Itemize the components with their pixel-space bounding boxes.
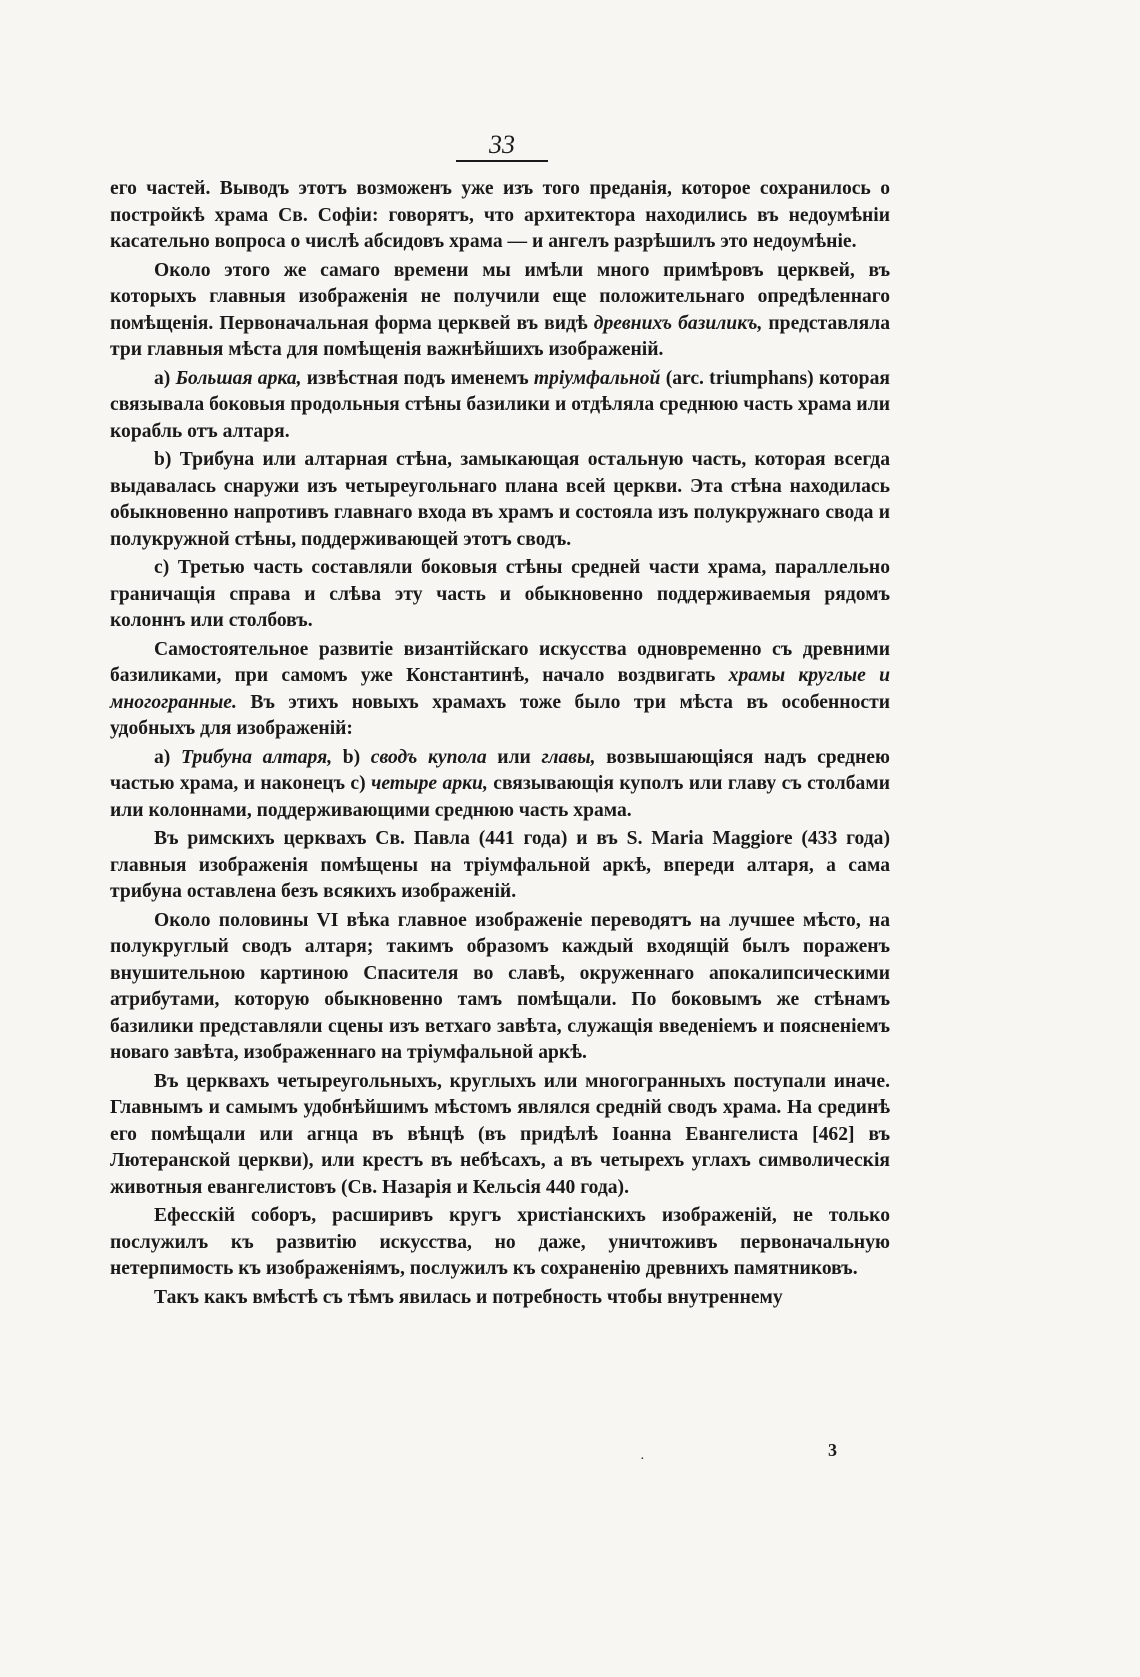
text-span: Въ церквахъ четыреугольныхъ, круглыхъ или многогранныхъ поступали иначе. Главнымъ и самымъ удобнѣйшимъ мѣстомъ являлся средній сводъ храма. На срединѣ его помѣщали или агнца въ вѣнцѣ (въ придѣлѣ Іоанна Евангелиста [462] въ Лютеранской церкви), или крестъ въ небѣсахъ, а въ четырехъ углахъ символическія животныя евангелистовъ (Св. Назарія и Кельсія 440 года). [110,1070,890,1198]
text-span: c) Третью часть составляли боковыя стѣны средней части храма, параллельно граничащія справа и слѣва эту часть и обыкновенно поддерживаемыя рядомъ колоннъ или столбовъ. [110,557,890,631]
text-span: b) [332,746,371,768]
text-span: b) Трибуна или алтарная стѣна, замыкающая остальную часть, которая всегда выдавалась снаружи изъ четыреугольнаго плана всей церкви. Эта стѣна находилась обыкновенно напротивъ главнаго входа въ храмъ и состояла изъ полукружнаго свода и полукружной стѣны, поддерживающей этотъ сводъ. [110,449,890,550]
text-span: a) [154,746,181,768]
signature-mark: 3 [828,1440,837,1460]
paragraph [110,826,890,906]
text-span: или [486,746,542,768]
italic-text: тріумфальной [533,367,661,389]
italic-text: сводъ купола [370,746,487,768]
text-span: Около этого же самаго времени мы имѣли много примѣровъ церквей, въ которыхъ главныя изображенія не получили еще положительнаго опредѣленнаго помѣщенія. Первоначальная форма церквей въ видѣ [110,259,890,334]
text-span: извѣстная подъ именемъ [301,367,534,389]
italic-text: древнихъ базиликъ, [593,312,763,334]
italic-text: четыре арки, [371,773,488,794]
paragraph [110,908,890,1067]
page-number: 33 [456,132,548,162]
text-span: Въ римскихъ церквахъ Св. Павла (441 года) и въ S. Maria Maggiore (433 года) главныя изображенія помѣщены на тріумфальной аркѣ, впереди алтаря, а сама трибуна оставлена безъ всякихъ изображеній. [110,828,890,902]
text-span: Около половины VI вѣка главное изображеніе переводятъ на лучшее мѣсто, на полукруглый сводъ алтаря; такимъ образомъ каждый входящій былъ пораженъ внушительною картиною Спасителя во славѣ, окруженнаго апокалипсическими атрибутами, которую обыкновенно тамъ помѣщали. По боковымъ же стѣнамъ базилики представляли сцены изъ ветхаго завѣта, служащія введеніемъ и поясненіемъ новаго завѣта, изображеннаго на тріумфальной аркѣ. [110,909,890,1063]
stray-mark: · [640,1452,645,1467]
paragraph [110,176,890,256]
paragraph [110,555,890,635]
italic-text: Большая арка, [175,367,302,389]
paragraph [110,1203,890,1283]
text-span: a) [154,367,176,389]
text-span: Въ этихъ новыхъ храмахъ тоже было три мѣста въ особенности удобныхъ для изображеній: [110,691,890,739]
paragraph [110,447,890,553]
text-span: его частей. Выводъ этотъ возможенъ уже изъ того преданія, которое сохранилось о постройкѣ храма Св. Софіи: говорятъ, что архитектора находились въ недоумѣніи касательно вопроса о числѣ абсидовъ храма — и ангелъ разрѣшилъ это недоумѣніе. [110,178,890,252]
italic-text: главы, [541,746,596,768]
text-span: представляла три главныя мѣста для помѣщенія важнѣйшихъ изображеній. [110,312,890,360]
text-span: (arc. triumphans) которая связывала боковыя продольныя стѣны базилики и отдѣляла среднюю часть храма или корабль отъ алтаря. [110,367,890,442]
paragraph [110,258,890,364]
paragraph [110,1285,890,1312]
paragraph [110,745,890,825]
text-span: связывающія куполъ или главу съ столбами или колоннами, поддерживающими среднюю часть храма. [110,773,890,821]
paragraph [110,637,890,743]
text-span: Такъ какъ вмѣстѣ съ тѣмъ явилась и потребность чтобы внутреннему [154,1286,783,1308]
paragraph [110,366,890,446]
text-span: Самостоятельное развитіе византійскаго искусства одновременно съ древними базиликами, при самомъ уже Константинѣ, начало воздвигать [110,638,890,686]
italic-text: Трибуна алтаря, [180,746,333,768]
italic-text: храмы круглые и многогранные. [110,665,891,713]
paragraph [110,1069,890,1202]
body-text [110,176,890,1313]
text-span: возвышающіяся надъ среднею частью храма, и наконецъ c) [110,746,890,794]
text-span: Ефесскій соборъ, расширивъ кругъ христіанскихъ изображеній, не только послужилъ къ развитію искусства, но даже, уничтоживъ первоначальную нетерпимость къ изображеніямъ, послужилъ къ сохраненію древнихъ памятниковъ. [110,1205,890,1279]
